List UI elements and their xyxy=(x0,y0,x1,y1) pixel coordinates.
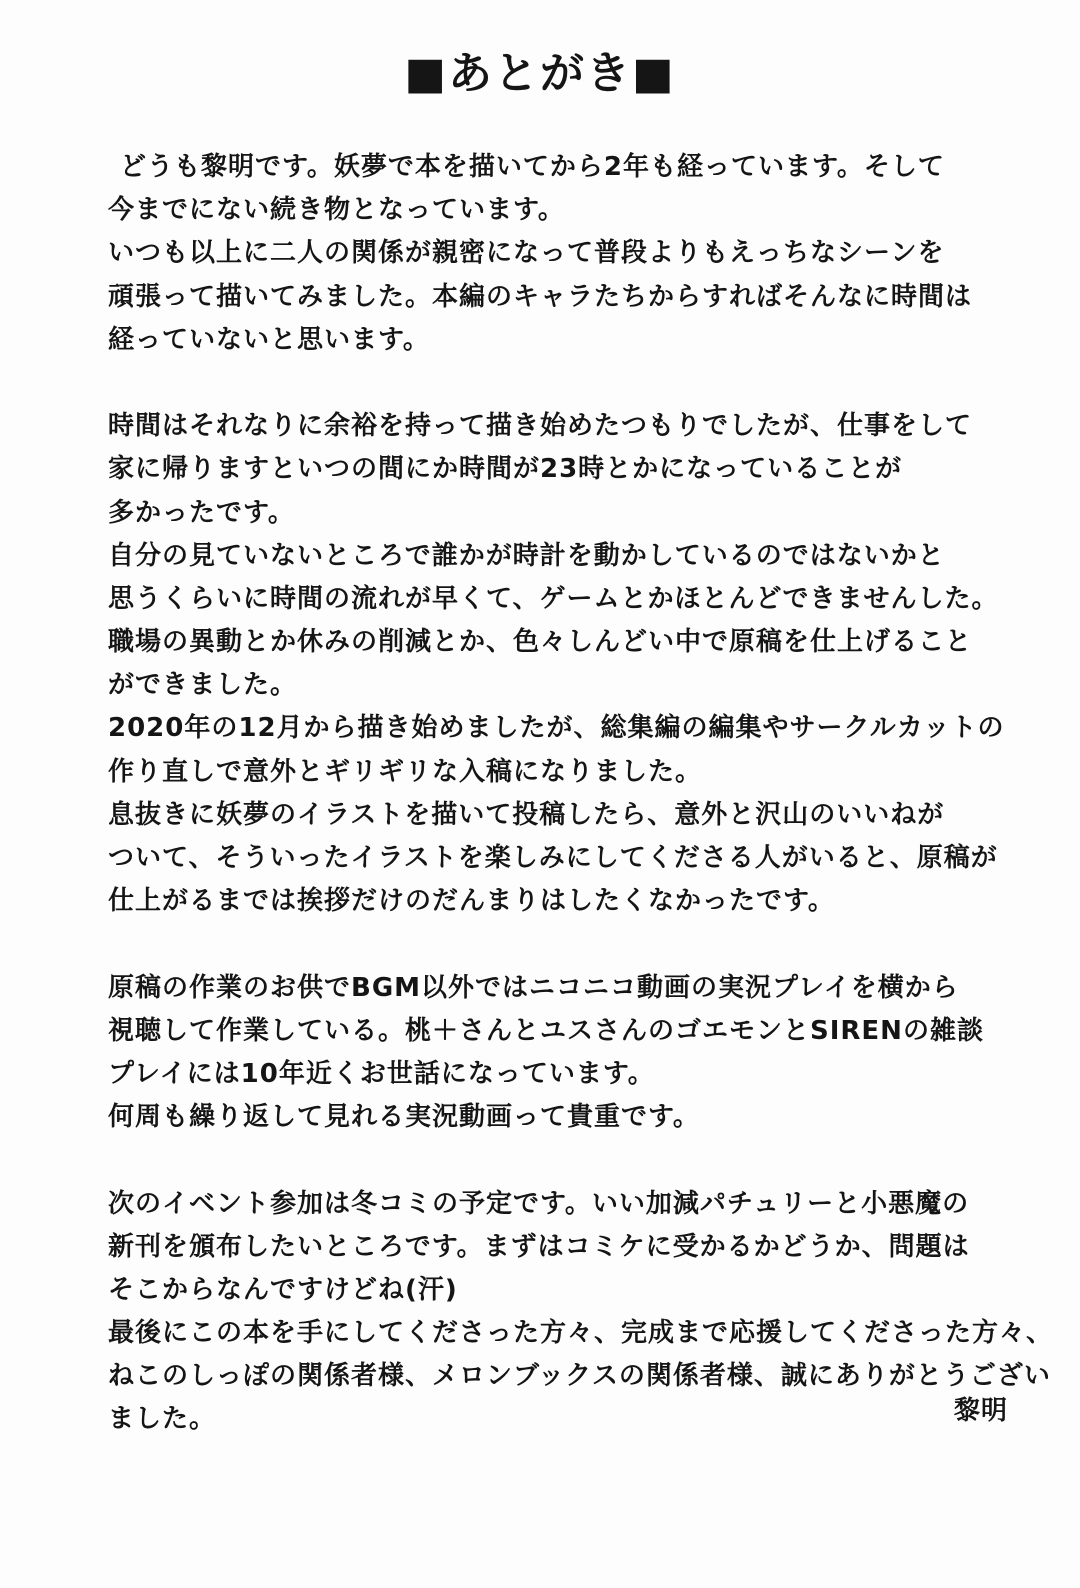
text-line: ねこのしっぽの関係者様、メロンブックスの関係者様、誠にありがとうござい xyxy=(108,1361,1051,1392)
text-line: どうも黎明です。妖夢で本を描いてから2年も経っています。そして xyxy=(120,152,945,182)
afterword-body xyxy=(108,146,1054,1442)
text-line: 今までにない続き物となっています。 xyxy=(108,195,565,226)
text-line: 何周も繰り返して見れる実況動画って貴重です。 xyxy=(108,1102,700,1133)
paragraph-gap xyxy=(108,362,1018,405)
text-line: 家に帰りますといつの間にか時間が23時とかになっていることが xyxy=(108,454,903,485)
text-line: ができました。 xyxy=(108,670,298,701)
text-line: ついて、そういったイラストを楽しみにしてくださる人がいると、原稿が xyxy=(108,843,998,873)
page-title: ■あとがき■ xyxy=(404,48,676,99)
text-line: 自分の見ていないところで誰かが時計を動かしているのではないかと xyxy=(108,540,945,571)
text-line: 次のイベント参加は冬コミの予定です。いい加減パチュリーと小悪魔の xyxy=(108,1188,970,1219)
text-line: 2020年の12月から描き始めましたが、総集編の編集やサークルカットの xyxy=(108,713,1005,744)
text-line: プレイには10年近くお世話になっています。 xyxy=(108,1058,655,1089)
text-line: 新刊を頒布したいところです。まずはコミケに受かるかどうか、問題は xyxy=(108,1231,970,1262)
paragraph-gap xyxy=(108,923,1018,966)
text-line: 思うくらいに時間の流れが早くて、ゲームとかほとんどできませんした。 xyxy=(108,583,999,614)
text-line: そこからなんですけどね(汗) xyxy=(108,1274,458,1305)
text-line: いつも以上に二人の関係が親密になって普段よりもえっちなシーンを xyxy=(108,238,945,269)
text-line: 作り直しで意外とギリギリな入稿になりました。 xyxy=(108,756,703,787)
text-line: ました。 xyxy=(108,1404,217,1435)
text-line: 原稿の作業のお供でBGM以外ではニコニコ動画の実況プレイを横から xyxy=(108,972,959,1003)
text-line: 時間はそれなりに余裕を持って描き始めたつもりでしたが、仕事をして xyxy=(108,411,973,442)
text-line: 最後にこの本を手にしてくださった方々、完成まで応援してくださった方々、 xyxy=(108,1318,1054,1349)
author-signature: 黎明 xyxy=(953,1396,1008,1426)
text-line: 視聴して作業している。桃＋さんとユスさんのゴエモンとSIRENの雑談 xyxy=(108,1015,984,1046)
text-line: 職場の異動とか休みの削減とか、色々しんどい中で原稿を仕上げること xyxy=(108,627,973,658)
text-line: 多かったです。 xyxy=(108,497,295,528)
text-line: 頑張って描いてみました。本編のキャラたちからすればそんなに時間は xyxy=(108,281,973,312)
text-line: 経っていないと思います。 xyxy=(108,324,430,355)
text-line: 息抜きに妖夢のイラストを描いて投稿したら、意外と沢山のいいねが xyxy=(108,799,945,830)
text-line: 仕上がるまでは挨拶だけのだんまりはしたくなかったです。 xyxy=(108,886,835,917)
paragraph-gap xyxy=(108,1139,1018,1182)
